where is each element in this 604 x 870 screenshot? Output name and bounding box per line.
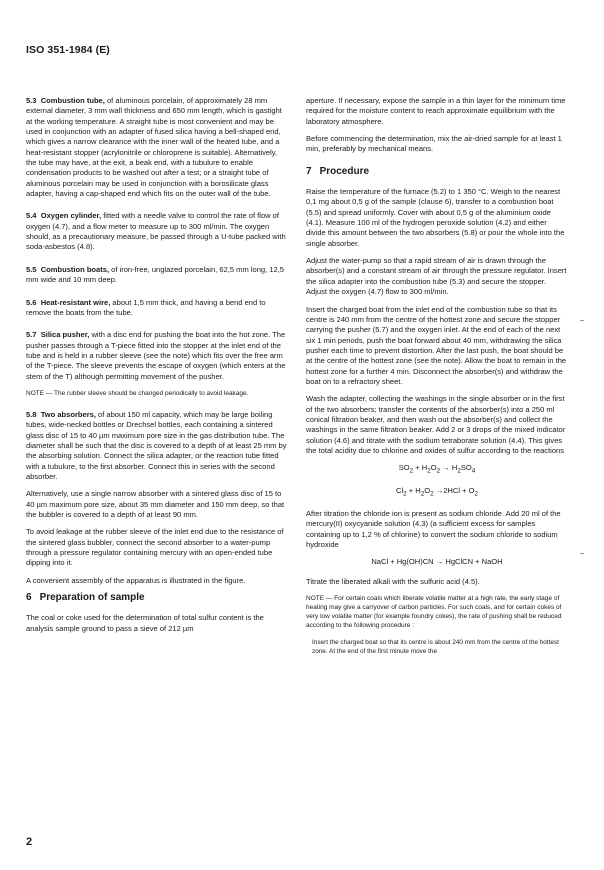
clause-5-6 <box>26 298 288 319</box>
clause-title: Silica pusher, <box>40 330 90 340</box>
section-title: Procedure <box>319 165 370 177</box>
clause-text: with a disc end for pushing the boat into the hot zone. The pusher passes through a T-piece fitted into the stopper at the inlet end of the tube and is held in a rubber sleeve (see the note) which fits over the free arm of the T-piece. The sleeve prevents the escape of oxygen (which enters at the stem of the T) although permitting movement of the pusher. <box>26 330 286 381</box>
note-rubber-sleeve: NOTE — The rubber sleeve should be changed periodically to avoid leakage. <box>26 389 249 397</box>
left-column <box>26 96 288 641</box>
equation-sulfur-dioxide: $SO_2 + H_2O_2 \to H_2SO_4$ <box>398 463 476 475</box>
clause-title: Heat-resistant wire, <box>40 297 111 307</box>
page-number: 2 <box>26 836 33 848</box>
section-heading-6 <box>26 593 288 603</box>
document-header: ISO 351-1984 (E) <box>26 44 110 56</box>
clause-number: 5.8 <box>26 409 37 419</box>
paragraph-avoid-leakage: To avoid leakage at the rubber sleeve of the inlet end due to the resistance of the sintered glass bubbler, connect the second absorber to a water-pump through a pressure regulator containing mercury with an open-ended tube dipping into it. <box>26 527 284 568</box>
clause-text: of iron-free, unglazed porcelain, 62,5 mm long, 12,5 mm wide and 10 mm deep. <box>26 264 284 285</box>
clause-title: Oxygen cylinder, <box>40 211 102 221</box>
margin-mark <box>580 320 584 321</box>
clause-5-7 <box>26 330 288 382</box>
section-heading-7 <box>306 167 568 177</box>
paragraph-before-commencing: Before commencing the determination, mix the air-dried sample for at least 1 min, preferably by mechanical means. <box>306 134 562 154</box>
clause-5-5 <box>26 265 288 286</box>
clause-text: of about 150 ml capacity, which may be large boiling tubes, wide-necked bottles or Drechsel bottles, each containing a sintered glass disc of 15 to 40 µm maximum pore size in the gas distribution tube. The diameter shall be such that the disc is covered to a depth of at least 25 mm by the absorbing solution. Connect the silica adapter, or the reaction tube fitted with a tubulure, to the first absorber. Connect this in series with the second absorber. <box>26 409 287 481</box>
equation-sodium-chloride: NaCl + Hg(OH)CN → HgClCN + NaOH <box>371 557 503 567</box>
clause-number: 5.7 <box>26 330 37 340</box>
note-volatile-coals: NOTE — For certain coals which liberate volatile matter at a high rate, the early stage of heating may give a carryover of carbon particles. For such coals, and for certain cokes of very low volatile matter (for example foundry cokes), the rate of pushing shall be reduced according to the following procedure : <box>306 595 562 630</box>
paragraph-alternative-absorber: Alternatively, use a single narrow absorber with a sintered glass disc of 15 to 40 µm maximum pore size, about 35 mm diameter and 150 mm deep, so that the bubbler is covered to a depth of at least 90 mm. <box>26 489 285 519</box>
paragraph-titrate-alkali: Titrate the liberated alkali with the sulfuric acid (4.5). <box>306 576 480 586</box>
section-number: 7 <box>306 165 312 177</box>
clause-number: 5.3 <box>26 96 37 105</box>
clause-text: of aluminous porcelain, of approximately 28 mm external diameter, 3 mm wall thickness and 650 mm length, which is gastight at the working temperature. A straight tube is most convenient and may be used in conjunction with an adapter of fused silica having a bell-shaped end, which gives a narrow clearance with the inner wall of the heated tube, and a heat-resistant stopper (acrylonitrile or chloroprene is suitable). Alternatively, the tube may have, at the exit, a beak end, with a tubulure to enable condensation products to be washed out after a test; or a straight tube of aluminous porcelain may be used in conjunction with a borosilicate glass adapter, having a cap-shaped end which fits on the outer wall of the tube. <box>26 96 282 199</box>
paragraph-after-titration: After titration the chloride ion is present as sodium chloride. Add 20 ml of the mercury(II) oxycyanide solution (4.3) (a sufficient excess for samples containing up to 1,2 % of chlorine) to convert the sodium chloride to sodium hydroxide <box>306 509 561 550</box>
clause-title: Combustion tube, <box>40 96 105 105</box>
section-title: Preparation of sample <box>39 592 145 604</box>
clause-5-4 <box>26 211 288 252</box>
clause-title: Two absorbers, <box>40 409 96 419</box>
paragraph-raise-temperature: Raise the temperature of the furnace (5.2) to 1 350 °C. Weigh to the nearest 0,1 mg about 0,5 g of the sample (clause 6), transfer to a combustion boat (5.5) and spread uniformly. Cover with about 0,5 g of the aluminium oxide (4.1). Measure 100 ml of the hydrogen peroxide solution (4.2) and either divide this amount between the two absorbers (5.8) or pour the whole into the single absorber. <box>306 187 565 248</box>
paragraph-coal-sample: The coal or coke used for the determination of total sulfur content is the analysis sample ground to pass a sieve of 212 µm <box>26 613 264 633</box>
note-procedure-continued: Insert the charged boat so that its centre is about 240 mm from the centre of the hottest zone. At the end of the first minute move the <box>312 639 559 656</box>
clause-number: 5.6 <box>26 297 37 307</box>
paragraph-insert-boat: Insert the charged boat from the inlet end of the combustion tube so that its centre is 240 mm from the centre of the hottest zone and secure the stopper carrying the pusher (5.7) and the oxygen inlet. At the end of each of the next six 1 min periods, push the boat forward about 40 mm, withdrawing the silica pusher each time to prevent distortion. After the last push, the boat should be at the centre of the hottest zone (see the note). Allow the boat to remain in the hottest zone for a further 4 min. Disconnect the absorber(s) and withdraw the boat on to a refractory sheet. <box>306 304 567 386</box>
paragraph-adjust-water-pump: Adjust the water-pump so that a rapid stream of air is drawn through the absorber(s) and a constant stream of air through the pressure regulator. Insert the silica adapter into the combustion tube (5.3) and secure the stopper. Adjust the oxygen (4.7) flow to 300 ml/min. <box>306 256 567 297</box>
section-number: 6 <box>26 592 32 604</box>
clause-5-8 <box>26 410 288 482</box>
equation-chlorine: $Cl_2 + H_2O_2 \to 2HCl + O_2$ <box>396 486 478 498</box>
clause-title: Combustion boats, <box>40 264 110 274</box>
clause-text: fitted with a needle valve to control the rate of flow of oxygen (4.7), and a flow meter to measure up to 300 ml/min. The oxygen should, as a precautionary measure, be passed through a U-tube packed with soda-asbestos (4.8). <box>26 211 286 252</box>
clause-number: 5.4 <box>26 211 37 221</box>
margin-mark <box>580 553 584 554</box>
paragraph-aperture: aperture. If necessary, expose the sample in a thin layer for the minimum time required for the moisture content to reach approximate equilibrium with the laboratory atmosphere. <box>306 96 566 126</box>
clause-text: about 1,5 mm thick, and having a bend end to remove the boats from the tube. <box>26 297 266 317</box>
paragraph-wash-adapter: Wash the adapter, collecting the washings in the single absorber or in the first of the two absorbers; transfer the contents of the absorber(s) into a 250 ml conical filtration beaker, and then wash out the absorber(s) and collect the washings in the same filtration beaker. Add 2 or 3 drops of the mixed indicator solution (4.6) and titrate with the sodium tetraborate solution (4.4). This gives the total acidity due to chlorine and oxides of sulfur according to the reactions <box>306 394 566 455</box>
clause-number: 5.5 <box>26 264 37 274</box>
paragraph-assembly-figure: A convenient assembly of the apparatus is illustrated in the figure. <box>26 575 246 585</box>
clause-5-3 <box>26 96 288 199</box>
right-column <box>306 96 568 656</box>
